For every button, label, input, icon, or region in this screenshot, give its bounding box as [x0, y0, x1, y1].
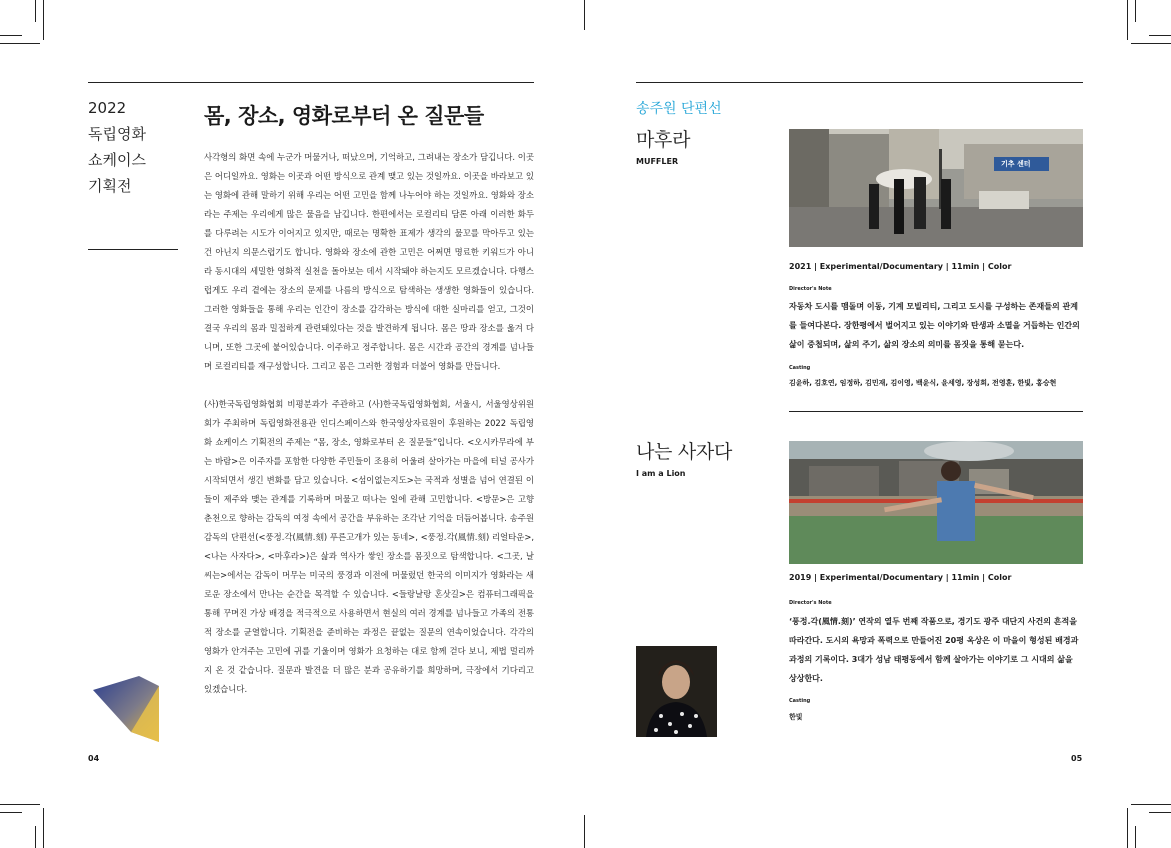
film-english-title: I am a Lion [636, 469, 686, 478]
casting-list: 김윤하, 김호연, 임정하, 김민재, 김이영, 백윤식, 윤세영, 장성희, 전영훈, 한빛, 홍승현 [789, 379, 1057, 387]
crop-mark [1135, 0, 1136, 22]
side-title-line: 2022 [88, 99, 127, 117]
paragraph: 사각형의 화면 속에 누군가 머물거나, 떠났으며, 기억하고, 그려내는 장소가 담깁니다. 이곳은 어디일까요. 영화는 이곳과 어떤 방식으로 관계 맺고 있는 것일까요. 이곳을 바라보고 있는 영화에 관해 말하기 위해 우리는 어떤 고민을 함께 나누어야 하는 것일까요. 영화와 장소라는 주제는 우리에게 많은 물음을 남깁니다. 한편에서는 로컬리티 담론 아래 이러한 화두를 다루려는 시도가 이어지고 있지만, 때로는 명확한 표제가 생각의 물꼬를 막아두고 있는 건 아닌지 의문스럽기도 합니다. 영화와 장소에 관한 고민은 어쩌면 명료한 키워드가 아니라 동시대의 세밀한 영화적 실천을 돌아보는 데서 시작돼야 하는지도 모르겠습니다. 다행스럽게도 우리 곁에는 장소의 문제를 나름의 방식으로 탐색하는 생생한 영화들이 있습니다. 그러한 영화들을 통해 우리는 인간이 장소를 감각하는 방식에 대한 실마리를 얻고, 그것이 결국 우리의 몸과 밀접하게 관련돼있다는 것을 발견하게 됩니다. 몸은 땅과 장소를 옮겨 다니며, 또한 그곳에 붙어있습니다. 이주하고 정주합니다. 몸은 시간과 공간의 경계를 넘나들며 로컬리티를 재구성합니다. 그리고 몸은 그러한 경험과 더불어 영화를 만듭니다. [204, 152, 534, 371]
top-rule [636, 82, 1083, 83]
crop-mark [1131, 43, 1171, 44]
page-title: 몸, 장소, 영화로부터 온 질문들 [204, 104, 484, 128]
crop-mark [0, 812, 22, 813]
section-label: 송주원 단편선 [636, 101, 722, 117]
side-title [88, 95, 146, 199]
paragraph-gap [204, 376, 534, 395]
director-portrait [636, 646, 717, 737]
top-rule [88, 82, 534, 83]
side-title-line: 기획전 [88, 177, 132, 195]
crop-mark [584, 0, 585, 30]
director-note: 자동차 도시를 맴돌며 이동, 기계 모빌리티, 그리고 도시를 구성하는 존재들의 관계를 들여다본다. 장한평에서 벌어지고 있는 이야기와 탄생과 소멸을 거듭하는 인간의 삶이 중첩되며, 삶의 주기, 삶의 장소의 의미를 몸짓을 통해 묻는다. [789, 302, 1080, 349]
crop-mark [35, 0, 36, 22]
side-rule [88, 249, 178, 250]
muffler-still [789, 129, 1083, 247]
film-title: 마후라 [636, 129, 691, 151]
lion-still [789, 441, 1083, 564]
crop-mark [0, 804, 40, 805]
crop-mark [1149, 35, 1171, 36]
showcase-logo [93, 676, 159, 742]
crop-mark [43, 0, 44, 40]
divider-rule [789, 411, 1083, 412]
crop-mark [584, 815, 585, 848]
intro-text [204, 148, 534, 699]
crop-mark [1127, 808, 1128, 848]
note-label: Director's Note [789, 600, 832, 606]
casting-list: 한빛 [789, 713, 803, 721]
crop-mark [1127, 0, 1128, 40]
crop-mark [1131, 804, 1171, 805]
side-title-line: 독립영화 [88, 125, 146, 143]
crop-mark [0, 35, 22, 36]
page-number: 05 [1071, 754, 1083, 763]
crop-mark [35, 826, 36, 848]
crop-mark [1149, 812, 1171, 813]
shop-sign: 기추 센터 [1001, 160, 1031, 168]
film-meta: 2019 | Experimental/Documentary | 11min | Color [789, 573, 1012, 582]
film-english-title: MUFFLER [636, 157, 679, 166]
director-note: ‘풍정.각(風情.刻)’ 연작의 열두 번째 작품으로, 경기도 광주 대단지 사건의 흔적을 따라간다. 도시의 욕망과 폭력으로 만들어진 20평 옥상은 이 마을이 형성된 배경과 과정의 기록이다. 3대가 성남 태평동에서 함께 살아가는 이야기로 그 시대의 삶을 상상한다. [789, 617, 1079, 683]
paragraph: (사)한국독립영화협회 비평분과가 주관하고 (사)한국독립영화협회, 서울시, 서울영상위원회가 주최하며 독립영화전용관 인디스페이스와 한국영상자료원이 후원하는 2022 독립영화 쇼케이스 기획전의 주제는 “몸, 장소, 영화로부터 온 질문들”입니다. <오시카무라에 부는 바람>은 이주자를 포함한 다양한 주민들이 조용히 어울려 살아가는 마을에 터널 공사가 시작되면서 생긴 변화를 담고 있습니다. <섬이없는지도>는 국적과 성별을 넘어 연결된 이들이 제주와 맺는 관계를 기록하며 머물고 떠나는 일에 관해 고민합니다. <방문>은 고향 춘천으로 향하는 감독의 여정 속에서 공간을 부유하는 조각난 기억을 더듬어봅니다. 송주원 감독의 단편선(<풍정.각(風情.刻) 푸른고개가 있는 동네>, <풍정.각(風情.刻) 리얼타운>, <나는 사자다>, <마후라>)은 삶과 역사가 쌓인 장소를 몸짓으로 탐색합니다. <그곳, 날씨는>에서는 감독이 머무는 미국의 풍경과 이전에 머물렀던 한국의 이미지가 영화라는 새로운 장소에서 만나는 순간을 목격할 수 있습니다. <들랑날랑 혼삿길>은 컴퓨터그래픽을 통해 꾸며진 가상 배경을 적극적으로 사용하면서 현실의 여러 경계를 넘나들고 가족의 전통적 장소를 균열합니다. 기획전을 준비하는 과정은 끝없는 질문의 연속이었습니다. 각각의 영화가 안겨주는 고민에 귀를 기울이며 영화가 요청하는 대로 함께 걷다 보니, 제법 멀리까지 온 것 같습니다. 질문과 발견을 더 많은 분과 공유하기를 희망하며, 극장에서 기다리고 있겠습니다. [204, 399, 534, 694]
page-number: 04 [88, 754, 100, 763]
crop-mark [0, 43, 40, 44]
note-label: Director's Note [789, 286, 832, 292]
film-meta: 2021 | Experimental/Documentary | 11min | Color [789, 262, 1012, 271]
casting-label: Casting [789, 365, 811, 371]
side-title-line: 쇼케이스 [88, 151, 146, 169]
crop-mark [43, 808, 44, 848]
casting-label: Casting [789, 698, 811, 704]
film-title: 나는 사자다 [636, 441, 733, 463]
crop-mark [1135, 826, 1136, 848]
